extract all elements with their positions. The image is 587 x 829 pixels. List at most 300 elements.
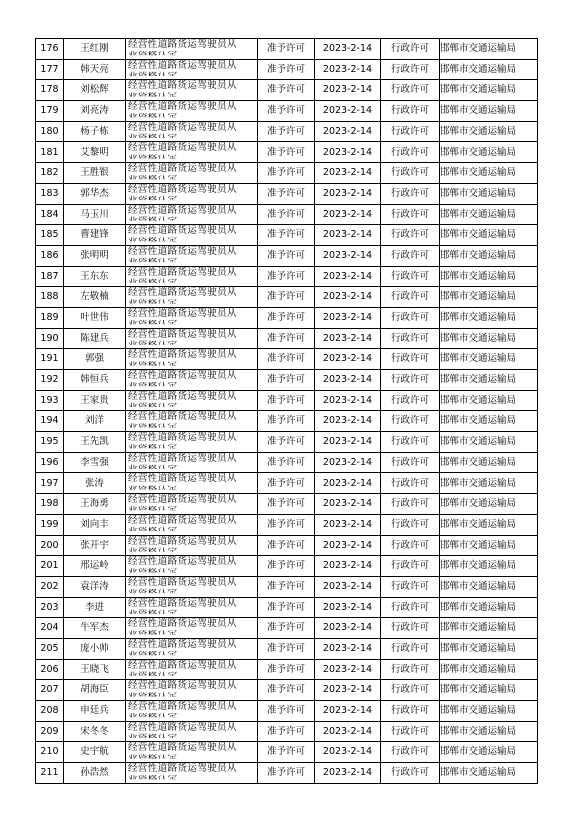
decision-date-cell: 2023-2-14 [315,535,381,556]
permit-item-cell [126,370,258,391]
issuing-authority-cell: 邯郸市交通运输局 [440,432,538,453]
permit-item-cell [126,328,258,349]
permit-category-cell: 行政许可 [381,494,440,515]
decision-result-cell: 准予许可 [258,370,315,391]
permit-item-text: 经营性道路货运驾驶员从 业资格认定 [128,330,237,340]
driver-name-cell: 韩天亮 [64,59,126,80]
decision-date-cell: 2023-2-14 [315,183,381,204]
decision-result-cell: 准予许可 [258,183,315,204]
row-number-cell: 200 [36,535,64,556]
permit-item-cell [126,411,258,432]
permit-category-cell: 行政许可 [381,328,440,349]
decision-result-cell: 准予许可 [258,763,315,784]
permit-item-text: 经营性道路货运驾驶员从 业资格认定 [128,557,237,567]
permit-category-cell: 行政许可 [381,390,440,411]
permit-item-cell [126,597,258,618]
permit-category-cell: 行政许可 [381,59,440,80]
row-number-cell: 181 [36,142,64,163]
decision-date-cell: 2023-2-14 [315,763,381,784]
decision-result-cell: 准予许可 [258,225,315,246]
decision-date-cell: 2023-2-14 [315,349,381,370]
table-row [36,287,538,308]
permit-category-cell: 行政许可 [381,287,440,308]
permit-item-cell [126,307,258,328]
decision-result-cell: 准予许可 [258,535,315,556]
permit-item-cell [126,432,258,453]
row-number-cell: 206 [36,659,64,680]
issuing-authority-cell: 邯郸市交通运输局 [440,638,538,659]
issuing-authority-cell: 邯郸市交通运输局 [440,80,538,101]
permit-item-cell [126,80,258,101]
permit-category-cell: 行政许可 [381,514,440,535]
permit-category-cell: 行政许可 [381,556,440,577]
permit-category-cell: 行政许可 [381,142,440,163]
permit-category-cell: 行政许可 [381,307,440,328]
row-number-cell: 183 [36,183,64,204]
table-row [36,390,538,411]
decision-date-cell: 2023-2-14 [315,701,381,722]
permit-category-cell: 行政许可 [381,535,440,556]
driver-name-cell: 牛军杰 [64,618,126,639]
table-row [36,576,538,597]
issuing-authority-cell: 邯郸市交通运输局 [440,473,538,494]
decision-result-cell: 准予许可 [258,638,315,659]
decision-date-cell: 2023-2-14 [315,473,381,494]
row-number-cell: 194 [36,411,64,432]
driver-name-cell: 孙浩然 [64,763,126,784]
permit-category-cell: 行政许可 [381,121,440,142]
issuing-authority-cell: 邯郸市交通运输局 [440,452,538,473]
permit-item-cell [126,721,258,742]
issuing-authority-cell: 邯郸市交通运输局 [440,680,538,701]
permit-item-text: 经营性道路货运驾驶员从 业资格认定 [128,454,237,464]
decision-result-cell: 准予许可 [258,287,315,308]
row-number-cell: 205 [36,638,64,659]
permit-category-cell: 行政许可 [381,452,440,473]
permit-item-text: 经营性道路货运驾驶员从 业资格认定 [128,537,237,547]
driver-name-cell: 胡海臣 [64,680,126,701]
permit-item-text: 经营性道路货运驾驶员从 业资格认定 [128,143,237,153]
table-row [36,514,538,535]
row-number-cell: 184 [36,204,64,225]
decision-result-cell: 准予许可 [258,328,315,349]
driver-name-cell: 王晓飞 [64,659,126,680]
permit-item-text: 经营性道路货运驾驶员从 业资格认定 [128,433,237,443]
row-number-cell: 198 [36,494,64,515]
driver-name-cell: 左敬楠 [64,287,126,308]
issuing-authority-cell: 邯郸市交通运输局 [440,163,538,184]
permit-item-cell [126,287,258,308]
issuing-authority-cell: 邯郸市交通运输局 [440,659,538,680]
permit-item-text: 经营性道路货运驾驶员从 业资格认定 [128,371,237,381]
issuing-authority-cell: 邯郸市交通运输局 [440,618,538,639]
issuing-authority-cell: 邯郸市交通运输局 [440,701,538,722]
issuing-authority-cell: 邯郸市交通运输局 [440,245,538,266]
driver-name-cell: 刘洋 [64,411,126,432]
driver-name-cell: 郭华杰 [64,183,126,204]
permit-item-text: 经营性道路货运驾驶员从 业资格认定 [128,185,237,195]
driver-name-cell: 韩恒兵 [64,370,126,391]
permit-item-text: 经营性道路货运驾驶员从 业资格认定 [128,578,237,588]
decision-result-cell: 准予许可 [258,473,315,494]
driver-name-cell: 王红刚 [64,39,126,60]
driver-name-cell: 艾黎明 [64,142,126,163]
decision-result-cell: 准予许可 [258,349,315,370]
row-number-cell: 189 [36,307,64,328]
row-number-cell: 180 [36,121,64,142]
decision-date-cell: 2023-2-14 [315,142,381,163]
row-number-cell: 202 [36,576,64,597]
driver-name-cell: 张涛 [64,473,126,494]
permit-item-cell [126,742,258,763]
driver-name-cell: 曹建锋 [64,225,126,246]
table-row [36,225,538,246]
permit-item-cell [126,101,258,122]
table-row [36,597,538,618]
issuing-authority-cell: 邯郸市交通运输局 [440,411,538,432]
decision-date-cell: 2023-2-14 [315,287,381,308]
table-row [36,101,538,122]
driver-name-cell: 宋冬冬 [64,721,126,742]
issuing-authority-cell: 邯郸市交通运输局 [440,763,538,784]
permit-item-cell [126,556,258,577]
table-row [36,142,538,163]
row-number-cell: 209 [36,721,64,742]
table-row [36,307,538,328]
decision-result-cell: 准予许可 [258,39,315,60]
table-row [36,742,538,763]
table-row [36,494,538,515]
table-row [36,763,538,784]
driver-name-cell: 叶世伟 [64,307,126,328]
row-number-cell: 186 [36,245,64,266]
permit-category-cell: 行政许可 [381,576,440,597]
permit-item-cell [126,204,258,225]
table-row [36,411,538,432]
permit-item-text: 经营性道路货运驾驶员从 业资格认定 [128,640,237,650]
driver-name-cell: 刘亮涛 [64,101,126,122]
permit-item-text: 经营性道路货运驾驶员从 业资格认定 [128,495,237,505]
row-number-cell: 177 [36,59,64,80]
decision-date-cell: 2023-2-14 [315,225,381,246]
driver-name-cell: 李进 [64,597,126,618]
permit-category-cell: 行政许可 [381,101,440,122]
permit-item-cell [126,39,258,60]
permit-category-cell: 行政许可 [381,701,440,722]
decision-result-cell: 准予许可 [258,597,315,618]
permit-item-text: 经营性道路货运驾驶员从 业资格认定 [128,723,237,733]
row-number-cell: 179 [36,101,64,122]
row-number-cell: 185 [36,225,64,246]
permit-item-cell [126,514,258,535]
decision-date-cell: 2023-2-14 [315,163,381,184]
permit-category-cell: 行政许可 [381,680,440,701]
permit-item-text: 经营性道路货运驾驶员从 业资格认定 [128,40,237,50]
issuing-authority-cell: 邯郸市交通运输局 [440,742,538,763]
driver-name-cell: 王先凯 [64,432,126,453]
permit-item-cell [126,225,258,246]
permit-item-text: 经营性道路货运驾驶员从 业资格认定 [128,474,237,484]
permit-item-text: 经营性道路货运驾驶员从 业资格认定 [128,226,237,236]
decision-date-cell: 2023-2-14 [315,39,381,60]
table-row [36,39,538,60]
decision-date-cell: 2023-2-14 [315,328,381,349]
row-number-cell: 207 [36,680,64,701]
permit-category-cell: 行政许可 [381,245,440,266]
permit-item-cell [126,245,258,266]
permit-item-text: 经营性道路货运驾驶员从 业资格认定 [128,81,237,91]
table-row [36,328,538,349]
permit-category-cell: 行政许可 [381,742,440,763]
decision-date-cell: 2023-2-14 [315,204,381,225]
row-number-cell: 197 [36,473,64,494]
decision-result-cell: 准予许可 [258,701,315,722]
issuing-authority-cell: 邯郸市交通运输局 [440,390,538,411]
row-number-cell: 195 [36,432,64,453]
row-number-cell: 210 [36,742,64,763]
row-number-cell: 208 [36,701,64,722]
permit-item-cell [126,638,258,659]
permit-item-cell [126,535,258,556]
issuing-authority-cell: 邯郸市交通运输局 [440,349,538,370]
issuing-authority-cell: 邯郸市交通运输局 [440,307,538,328]
driver-name-cell: 刘松辉 [64,80,126,101]
decision-date-cell: 2023-2-14 [315,452,381,473]
table-row [36,659,538,680]
decision-result-cell: 准予许可 [258,680,315,701]
permit-item-text: 经营性道路货运驾驶员从 业资格认定 [128,123,237,133]
driver-name-cell: 李雪强 [64,452,126,473]
driver-name-cell: 王海勇 [64,494,126,515]
issuing-authority-cell: 邯郸市交通运输局 [440,121,538,142]
row-number-cell: 192 [36,370,64,391]
permit-category-cell: 行政许可 [381,80,440,101]
permit-item-text: 经营性道路货运驾驶员从 业资格认定 [128,516,237,526]
row-number-cell: 187 [36,266,64,287]
table-row [36,245,538,266]
permit-item-cell [126,494,258,515]
issuing-authority-cell: 邯郸市交通运输局 [440,142,538,163]
row-number-cell: 178 [36,80,64,101]
table-row [36,556,538,577]
table-row [36,721,538,742]
issuing-authority-cell: 邯郸市交通运输局 [440,721,538,742]
permit-table [35,38,538,784]
decision-date-cell: 2023-2-14 [315,597,381,618]
driver-name-cell: 申廷兵 [64,701,126,722]
issuing-authority-cell: 邯郸市交通运输局 [440,494,538,515]
driver-name-cell: 陈建兵 [64,328,126,349]
row-number-cell: 201 [36,556,64,577]
issuing-authority-cell: 邯郸市交通运输局 [440,370,538,391]
permit-category-cell: 行政许可 [381,763,440,784]
decision-date-cell: 2023-2-14 [315,680,381,701]
table-row [36,349,538,370]
permit-category-cell: 行政许可 [381,618,440,639]
permit-table-body [36,39,538,784]
table-row [36,432,538,453]
issuing-authority-cell: 邯郸市交通运输局 [440,576,538,597]
decision-result-cell: 准予许可 [258,142,315,163]
permit-category-cell: 行政许可 [381,659,440,680]
permit-item-cell [126,390,258,411]
row-number-cell: 190 [36,328,64,349]
issuing-authority-cell: 邯郸市交通运输局 [440,225,538,246]
table-row [36,163,538,184]
decision-date-cell: 2023-2-14 [315,576,381,597]
row-number-cell: 199 [36,514,64,535]
issuing-authority-cell: 邯郸市交通运输局 [440,204,538,225]
permit-item-cell [126,680,258,701]
permit-item-text: 经营性道路货运驾驶员从 业资格认定 [128,392,237,402]
permit-category-cell: 行政许可 [381,638,440,659]
permit-item-text: 经营性道路货运驾驶员从 业资格认定 [128,661,237,671]
decision-date-cell: 2023-2-14 [315,556,381,577]
decision-date-cell: 2023-2-14 [315,494,381,515]
issuing-authority-cell: 邯郸市交通运输局 [440,514,538,535]
table-row [36,618,538,639]
permit-category-cell: 行政许可 [381,266,440,287]
permit-category-cell: 行政许可 [381,370,440,391]
driver-name-cell: 袁洋涛 [64,576,126,597]
decision-result-cell: 准予许可 [258,452,315,473]
permit-item-text: 经营性道路货运驾驶员从 业资格认定 [128,102,237,112]
permit-category-cell: 行政许可 [381,39,440,60]
permit-item-cell [126,266,258,287]
table-row [36,680,538,701]
decision-result-cell: 准予许可 [258,618,315,639]
decision-date-cell: 2023-2-14 [315,245,381,266]
permit-item-cell [126,659,258,680]
table-row [36,370,538,391]
permit-item-text: 经营性道路货运驾驶员从 业资格认定 [128,619,237,629]
driver-name-cell: 王东东 [64,266,126,287]
table-row [36,473,538,494]
issuing-authority-cell: 邯郸市交通运输局 [440,59,538,80]
decision-date-cell: 2023-2-14 [315,390,381,411]
permit-item-cell [126,576,258,597]
decision-date-cell: 2023-2-14 [315,411,381,432]
permit-item-text: 经营性道路货运驾驶员从 业资格认定 [128,764,237,774]
permit-item-text: 经营性道路货运驾驶员从 业资格认定 [128,599,237,609]
decision-date-cell: 2023-2-14 [315,514,381,535]
permit-item-text: 经营性道路货运驾驶员从 业资格认定 [128,309,237,319]
permit-item-cell [126,763,258,784]
permit-category-cell: 行政许可 [381,411,440,432]
issuing-authority-cell: 邯郸市交通运输局 [440,39,538,60]
permit-item-text: 经营性道路货运驾驶员从 业资格认定 [128,164,237,174]
decision-date-cell: 2023-2-14 [315,370,381,391]
permit-item-cell [126,142,258,163]
decision-result-cell: 准予许可 [258,163,315,184]
permit-category-cell: 行政许可 [381,432,440,453]
permit-item-text: 经营性道路货运驾驶员从 业资格认定 [128,268,237,278]
driver-name-cell: 史宇航 [64,742,126,763]
decision-date-cell: 2023-2-14 [315,432,381,453]
decision-result-cell: 准予许可 [258,576,315,597]
permit-item-cell [126,121,258,142]
row-number-cell: 191 [36,349,64,370]
permit-category-cell: 行政许可 [381,183,440,204]
permit-item-text: 经营性道路货运驾驶员从 业资格认定 [128,61,237,71]
decision-result-cell: 准予许可 [258,721,315,742]
permit-item-text: 经营性道路货运驾驶员从 业资格认定 [128,247,237,257]
row-number-cell: 204 [36,618,64,639]
row-number-cell: 203 [36,597,64,618]
table-row [36,121,538,142]
driver-name-cell: 王胜银 [64,163,126,184]
decision-result-cell: 准予许可 [258,80,315,101]
permit-item-text: 经营性道路货运驾驶员从 业资格认定 [128,412,237,422]
decision-result-cell: 准予许可 [258,411,315,432]
driver-name-cell: 马玉川 [64,204,126,225]
decision-result-cell: 准予许可 [258,494,315,515]
row-number-cell: 188 [36,287,64,308]
permit-item-cell [126,163,258,184]
issuing-authority-cell: 邯郸市交通运输局 [440,266,538,287]
row-number-cell: 176 [36,39,64,60]
decision-result-cell: 准予许可 [258,307,315,328]
permit-item-text: 经营性道路货运驾驶员从 业资格认定 [128,702,237,712]
permit-category-cell: 行政许可 [381,225,440,246]
issuing-authority-cell: 邯郸市交通运输局 [440,101,538,122]
permit-item-text: 经营性道路货运驾驶员从 业资格认定 [128,206,237,216]
permit-item-cell [126,349,258,370]
issuing-authority-cell: 邯郸市交通运输局 [440,535,538,556]
driver-name-cell: 王家贵 [64,390,126,411]
row-number-cell: 193 [36,390,64,411]
permit-category-cell: 行政许可 [381,204,440,225]
decision-result-cell: 准予许可 [258,390,315,411]
decision-result-cell: 准予许可 [258,514,315,535]
decision-date-cell: 2023-2-14 [315,721,381,742]
decision-result-cell: 准予许可 [258,432,315,453]
decision-date-cell: 2023-2-14 [315,618,381,639]
table-row [36,535,538,556]
driver-name-cell: 张明明 [64,245,126,266]
decision-result-cell: 准予许可 [258,121,315,142]
table-row [36,80,538,101]
driver-name-cell: 杨子栋 [64,121,126,142]
driver-name-cell: 刘向丰 [64,514,126,535]
decision-date-cell: 2023-2-14 [315,307,381,328]
issuing-authority-cell: 邯郸市交通运输局 [440,287,538,308]
driver-name-cell: 庞小帅 [64,638,126,659]
permit-item-text: 经营性道路货运驾驶员从 业资格认定 [128,350,237,360]
driver-name-cell: 张开宇 [64,535,126,556]
table-row [36,452,538,473]
permit-item-cell [126,701,258,722]
decision-result-cell: 准予许可 [258,659,315,680]
decision-date-cell: 2023-2-14 [315,266,381,287]
decision-result-cell: 准予许可 [258,556,315,577]
decision-result-cell: 准予许可 [258,101,315,122]
decision-result-cell: 准予许可 [258,742,315,763]
driver-name-cell: 郭强 [64,349,126,370]
permit-item-cell [126,452,258,473]
row-number-cell: 182 [36,163,64,184]
permit-category-cell: 行政许可 [381,349,440,370]
decision-date-cell: 2023-2-14 [315,742,381,763]
permit-category-cell: 行政许可 [381,721,440,742]
row-number-cell: 211 [36,763,64,784]
table-row [36,59,538,80]
permit-item-cell [126,59,258,80]
table-row [36,183,538,204]
permit-category-cell: 行政许可 [381,163,440,184]
driver-name-cell: 邢运岭 [64,556,126,577]
issuing-authority-cell: 邯郸市交通运输局 [440,328,538,349]
